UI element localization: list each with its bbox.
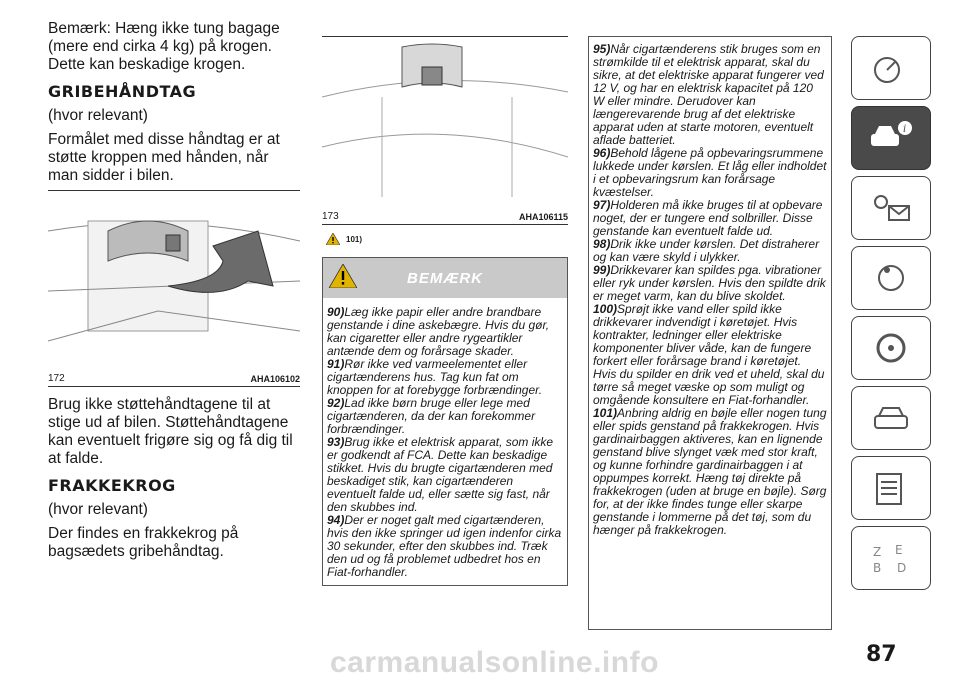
note-number: 90) (327, 305, 345, 319)
svg-text:i: i (903, 124, 907, 135)
sidebar-tab-car-info-icon[interactable] (851, 106, 931, 170)
column-middle (322, 36, 568, 586)
note-text: Behold lågene på opbevaringsrummene lukkede under kørslen. Et låg eller indholdet i et opbevaringsrum kan forårsage kvæstelser. (593, 146, 827, 199)
note-number: 92) (327, 396, 345, 410)
sidebar-tab-lights-warning-icon[interactable] (851, 176, 931, 240)
note-item (593, 43, 827, 147)
coat-hook-illustration (322, 37, 568, 205)
note-text: Anbring aldrig en bøjle eller nogen tung eller spids genstand på frakkekrogen. Hvis gardinairbaggen aktiveres, kan en lignende genstand blive slynget væk med stor kraft, og kunne forhindre gardinairbaggen i at oppumpes korrekt. Hæng tøj direkte på frakkekrogen (uden at bruge en bøjle). Sørg for, at der ikke findes tunge eller skarpe genstande i lommerne på det tøj, som du hænger på frakkekrogen. (593, 406, 827, 537)
warning-notes (323, 298, 567, 585)
note-item (327, 514, 563, 579)
maintenance-list-icon (867, 468, 915, 508)
column-left-lower (48, 396, 300, 567)
note-text: Drik ikke under kørslen. Det distraherer og kan være skyld i ulykker. (593, 237, 820, 264)
note-item (327, 306, 563, 358)
notes-box (588, 36, 832, 630)
note-item (593, 407, 827, 537)
sidebar-tab-dashboard-icon[interactable] (851, 36, 931, 100)
sidebar-tab-maintenance-list-icon[interactable] (851, 456, 931, 520)
note-text: Der er noget galt med cigartænderen, hvis den ikke springer ud igen indenfor cirka 30 sekunder, efter den skubbes ind. Træk den ud og få problemet udbedret hos en Fiat-forhandler. (327, 513, 562, 579)
note-text: Læg ikke papir eller andre brandbare genstande i dine askebægre. Hvis du gør, kan cigaretter eller andre rygeartikler antænde dem og forårsage skader. (327, 305, 550, 358)
note-paragraph: Bemærk: Hæng ikke tung bagage (mere end cirka 4 kg) på krogen. Dette kan beskadige krogen. (48, 20, 280, 73)
note-item (593, 303, 827, 407)
figure-code: AHA106102 (250, 374, 300, 384)
warning-reference (326, 233, 568, 245)
note-item (327, 358, 563, 397)
figure-caption (48, 366, 300, 387)
sidebar-tab-steering-wheel-icon[interactable] (851, 316, 931, 380)
alphabet-index-icon (867, 538, 915, 578)
note-item (327, 397, 563, 436)
watermark: carmanualsonline.info (330, 646, 659, 679)
lights-warning-icon (867, 188, 915, 228)
figure-number: 172 (48, 373, 65, 384)
note-text: Lad ikke børn bruge eller lege med cigartænderen, da der kan forekommer forbrændinger. (327, 396, 536, 436)
purpose-paragraph: Formålet med disse håndtag er at støtte kroppen med hånden, når man sidder i bilen. (48, 131, 280, 184)
chapter-sidebar (851, 36, 931, 596)
reference-number: 101) (346, 234, 363, 244)
heading-frakkekrog: FRAKKEKROG (48, 476, 176, 495)
svg-text:E: E (895, 543, 903, 557)
note-number: 99) (593, 263, 611, 277)
note-text: Brug ikke et elektrisk apparat, som ikke er godkendt af FCA. Dette kan beskadige stikket. Hvis du brugte cigartænderen med beskadiget stik, kan cigartænderen eventuelt falde ud, eller sætte sig fast, når den skubbes ind. (327, 435, 554, 514)
warning-triangle-icon (326, 233, 340, 245)
steering-wheel-icon (867, 328, 915, 368)
handle-illustration (48, 191, 300, 367)
note-number: 91) (327, 357, 345, 371)
note-text: Drikkevarer kan spildes pga. vibrationer eller ryk under kørslen. Hvis den spildte drik er meget varm, kan du blive skoldet. (593, 263, 826, 303)
note-number: 95) (593, 42, 611, 56)
figure-number: 173 (322, 211, 339, 222)
note-text: Når cigartænderens stik bruges som en strømkilde til et elektrisk apparat, skal du sikre, at det elektriske apparat fungerer ved 12 V, og har en elektrisk kapacitet på 120 W eller mindre. Derudover kan længerevarende brug af det elektriske apparat uden at starte motoren, eventuelt aflade batteriet. (593, 42, 824, 147)
note-number: 100) (593, 302, 618, 316)
note-item (593, 238, 827, 264)
svg-text:D: D (897, 561, 907, 575)
warning-paragraph: Brug ikke støttehåndtagene til at stige ud af bilen. Støttehåndtagene kan eventuelt frigøre sig og få dig til at falde. (48, 396, 293, 467)
figure-caption (322, 204, 568, 225)
figure-173 (322, 36, 568, 225)
sidebar-tab-alphabet-index-icon[interactable] (851, 526, 931, 590)
note-number: 101) (593, 406, 618, 420)
car-info-icon (867, 118, 915, 158)
sidebar-tab-car-emergency-icon[interactable] (851, 386, 931, 450)
note-number: 98) (593, 237, 611, 251)
note-item (327, 436, 563, 514)
figure-172 (48, 190, 300, 387)
relevance-note: (hvor relevant) (48, 501, 148, 518)
note-text: Rør ikke ved varmeelementet eller cigartænderens hus. Tag kun fat om knoppen for at forebygge forbrændinger. (327, 357, 543, 397)
column-left (48, 20, 300, 191)
note-item (593, 264, 827, 303)
page-number: 87 (866, 642, 897, 667)
note-item (593, 147, 827, 199)
relevance-note: (hvor relevant) (48, 107, 148, 124)
warning-header (323, 258, 567, 298)
warning-box (322, 257, 568, 586)
warning-title: BEMÆRK (407, 269, 483, 287)
airbag-safety-icon (867, 258, 915, 298)
note-number: 94) (327, 513, 345, 527)
figure-code: AHA106115 (518, 212, 568, 222)
coat-hook-paragraph: Der findes en frakkekrog på bagsædets gribehåndtag. (48, 525, 239, 560)
svg-text:B: B (873, 561, 882, 575)
note-number: 96) (593, 146, 611, 160)
note-number: 97) (593, 198, 611, 212)
note-text: Sprøjt ikke vand eller spild ikke drikkevarer indvendigt i køretøjet. Hvis kontrakter, ledninger eller elektriske komponenter bliver våde, kan de fungere forkert eller forårsage brand i køretøjet. Hvis du spilder en drik ved et uheld, skal du tørre så meget væske op som muligt og omgående konsultere en Fiat-forhandler. (593, 302, 825, 407)
note-item (593, 199, 827, 238)
svg-text:Z: Z (873, 545, 882, 559)
car-emergency-icon (867, 398, 915, 438)
sidebar-tab-airbag-safety-icon[interactable] (851, 246, 931, 310)
warning-triangle-icon (329, 264, 357, 288)
note-number: 93) (327, 435, 345, 449)
dashboard-icon (867, 48, 915, 88)
note-text: Holderen må ikke bruges til at opbevare noget, der er tungere end solbriller. Disse genstande kan eventuelt falde ud. (593, 198, 823, 238)
heading-gribehandtag: GRIBEHÅNDTAG (48, 82, 197, 101)
